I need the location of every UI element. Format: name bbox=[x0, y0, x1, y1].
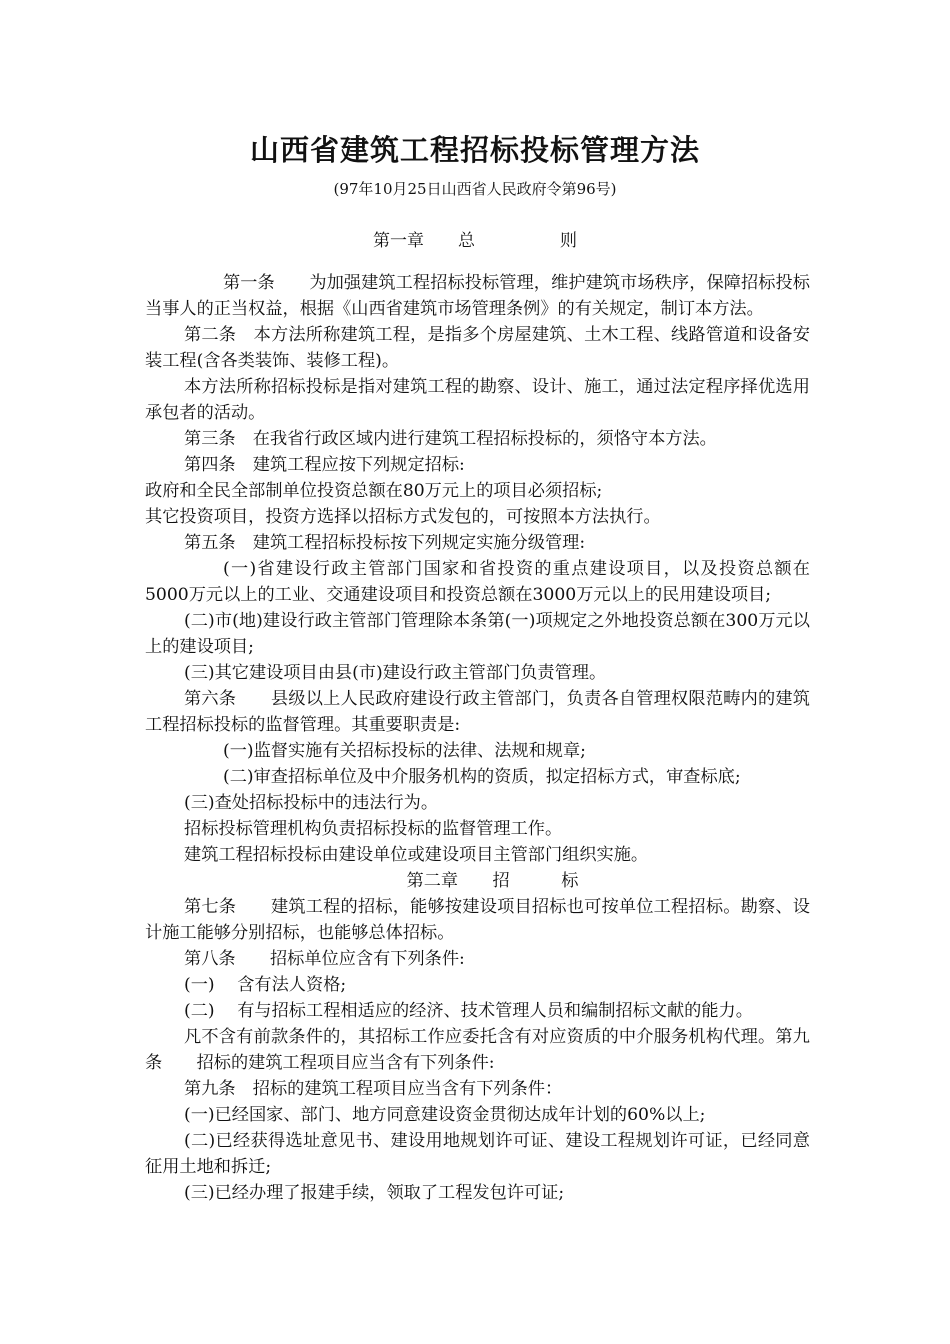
list-item: (三)其它建设项目由县(市)建设行政主管部门负责管理。 bbox=[184, 663, 607, 683]
list-item: (二)市(地)建设行政主管部门管理除本条第(一)项规定之外地投资总额在300万元以上的建设项目; bbox=[145, 611, 810, 657]
paragraph: 其它投资项目，投资方选择以招标方式发包的，可按照本方法执行。 bbox=[145, 507, 661, 527]
article-2: 第二条 本方法所称建筑工程，是指多个房屋建筑、土木工程、线路管道和设备安装工程(含各类装饰、装修工程)。 bbox=[145, 325, 810, 371]
article-5: 第五条 建筑工程招标投标按下列规定实施分级管理: bbox=[184, 533, 586, 553]
paragraph: 建筑工程招标投标由建设单位或建设项目主管部门组织实施。 bbox=[184, 845, 649, 865]
list-item: (一)已经国家、部门、地方同意建设资金贯彻达成年计划的60%以上; bbox=[184, 1105, 706, 1125]
document-title: 山西省建筑工程招标投标管理方法 bbox=[249, 133, 700, 167]
paragraph: 本方法所称招标投标是指对建筑工程的勘察、设计、施工，通过法定程序择优选用承包者的活动。 bbox=[145, 377, 810, 423]
list-item: (一)监督实施有关招标投标的法律、法规和规章; bbox=[223, 741, 586, 761]
list-item: (三)查处招标投标中的违法行为。 bbox=[184, 793, 439, 813]
document-body bbox=[145, 270, 810, 1206]
list-item: (一) 含有法人资格; bbox=[184, 975, 347, 995]
list-item: (一)省建设行政主管部门国家和省投资的重点建设项目，以及投资总额在5000万元以上的工业、交通建设项目和投资总额在3000万元以上的民用建设项目; bbox=[145, 559, 810, 605]
chapter-heading-1: 第一章 总 则 bbox=[373, 231, 577, 251]
paragraph: 政府和全民全部制单位投资总额在80万元上的项目必须招标; bbox=[145, 481, 603, 501]
article-9: 第九条 招标的建筑工程项目应当含有下列条件： bbox=[184, 1079, 563, 1099]
article-1: 第一条 为加强建筑工程招标投标管理，维护建筑市场秩序，保障招标投标当事人的正当权益，根据《山西省建筑市场管理条例》的有关规定，制订本方法。 bbox=[145, 273, 810, 319]
list-item: (二)已经获得选址意见书、建设用地规划许可证、建设工程规划许可证，已经同意征用土地和拆迁; bbox=[145, 1131, 810, 1177]
article-6: 第六条 县级以上人民政府建设行政主管部门，负责各自管理权限范畴内的建筑工程招标投标的监督管理。其重要职责是: bbox=[145, 689, 810, 735]
article-3: 第三条 在我省行政区域内进行建筑工程招标投标的，须恪守本方法。 bbox=[184, 429, 717, 449]
paragraph: 凡不含有前款条件的，其招标工作应委托含有对应资质的中介服务机构代理。第九条 招标的建筑工程项目应当含有下列条件: bbox=[145, 1027, 810, 1073]
paragraph: 招标投标管理机构负责招标投标的监督管理工作。 bbox=[184, 819, 563, 839]
list-item: (二)审查招标单位及中介服务机构的资质，拟定招标方式，审查标底; bbox=[223, 767, 741, 787]
chapter-heading-2: 第二章 招 标 bbox=[406, 871, 579, 891]
article-8: 第八条 招标单位应含有下列条件: bbox=[184, 949, 465, 969]
article-4: 第四条 建筑工程应按下列规定招标: bbox=[184, 455, 465, 475]
document-subtitle: (97年10月25日山西省人民政府令第96号) bbox=[333, 180, 617, 198]
list-item: (二) 有与招标工程相适应的经济、技术管理人员和编制招标文献的能力。 bbox=[184, 1001, 753, 1021]
article-7: 第七条 建筑工程的招标，能够按建设项目招标也可按单位工程招标。勘察、设计施工能够分别招标，也能够总体招标。 bbox=[145, 897, 810, 943]
list-item: (三)已经办理了报建手续，领取了工程发包许可证; bbox=[184, 1183, 565, 1203]
